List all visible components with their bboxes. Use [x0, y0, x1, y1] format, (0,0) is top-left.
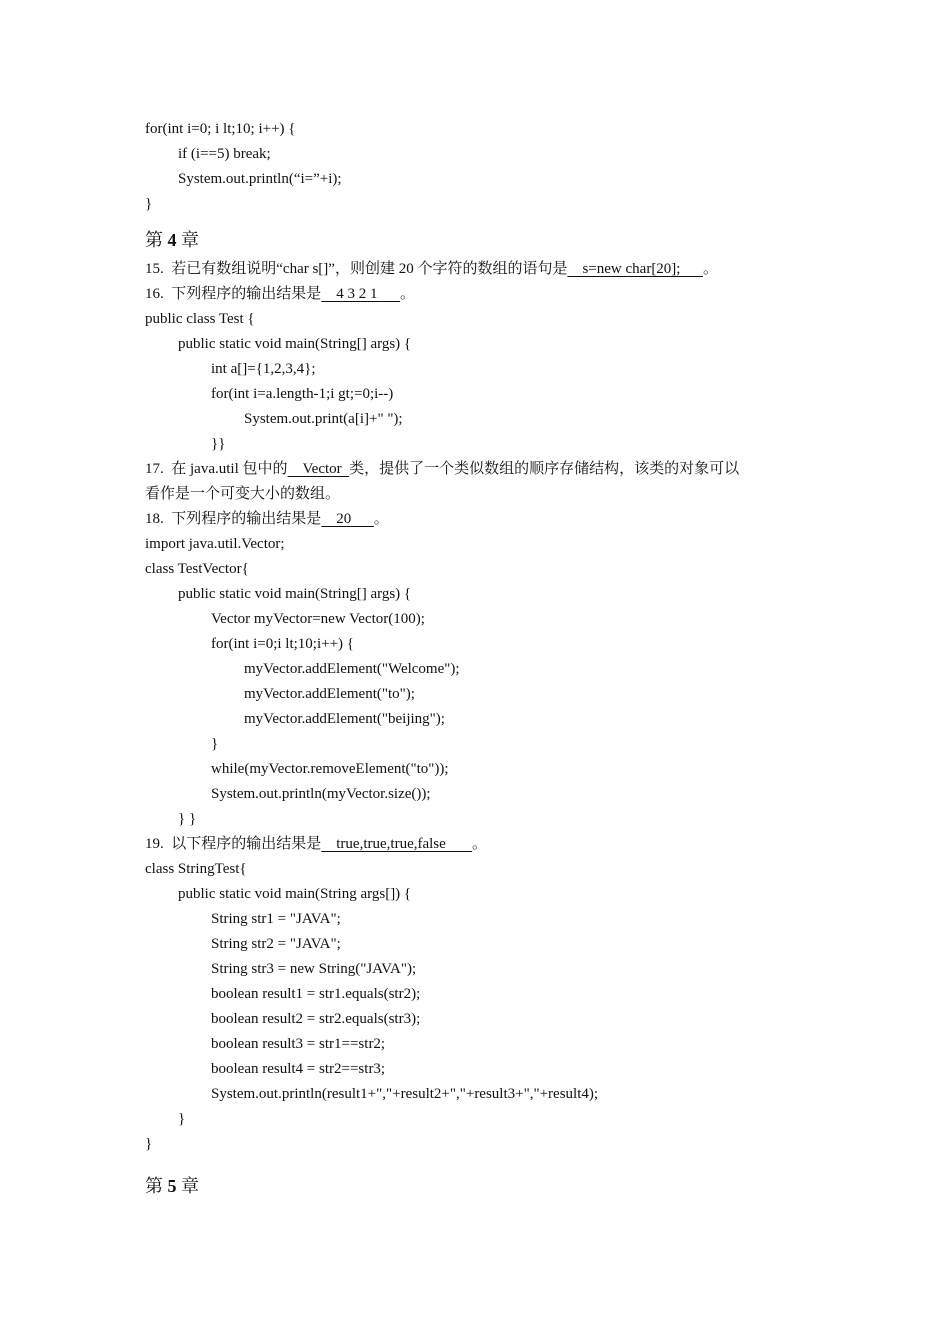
code-line: System.out.println(myVector.size());	[211, 786, 431, 802]
code-line: for(int i=0; i lt;10; i++) {	[145, 121, 296, 137]
code-line: import java.util.Vector;	[145, 536, 285, 552]
code-line: System.out.print(a[i]+" ");	[244, 411, 403, 427]
code-line: }	[178, 1111, 186, 1127]
question-17-continued: 看作是一个可变大小的数组。	[145, 486, 341, 502]
code-line: } }	[178, 811, 197, 827]
chapter-4-heading: 第 4 章	[145, 230, 199, 250]
code-line: String str3 = new String("JAVA");	[211, 961, 417, 977]
code-line: }	[145, 196, 153, 212]
code-line: class TestVector{	[145, 561, 249, 577]
code-line: public static void main(String[] args) {	[178, 586, 412, 602]
code-line: public static void main(String[] args) {	[178, 336, 412, 352]
answer-17: Vector	[287, 461, 350, 477]
answer-18: 20	[321, 511, 374, 527]
code-line: public class Test {	[145, 311, 255, 327]
code-line: class StringTest{	[145, 861, 247, 877]
question-19: 19. 以下程序的输出结果是 true,true,true,false 。	[145, 836, 488, 852]
code-line: System.out.println(result1+","+result2+","+result3+","+result4);	[211, 1086, 599, 1102]
question-17: 17. 在 java.util 包中的 Vector 类，提供了一个类似数组的顺序存储结构，该类的对象可以	[145, 461, 740, 477]
code-line: String str2 = "JAVA";	[211, 936, 341, 952]
code-line: }	[145, 1136, 153, 1152]
code-line: if (i==5) break;	[178, 146, 271, 162]
answer-15: s=new char[20];	[567, 261, 703, 277]
code-line: boolean result1 = str1.equals(str2);	[211, 986, 421, 1002]
answer-16: 4 3 2 1	[321, 286, 401, 302]
code-line: Vector myVector=new Vector(100);	[211, 611, 425, 627]
chapter-5-heading: 第 5 章	[145, 1176, 199, 1196]
code-line: String str1 = "JAVA";	[211, 911, 341, 927]
code-line: for(int i=a.length-1;i gt;=0;i--)	[211, 386, 394, 402]
code-line: myVector.addElement("Welcome");	[244, 661, 460, 677]
code-line: while(myVector.removeElement("to"));	[211, 761, 449, 777]
code-line: public static void main(String args[]) {	[178, 886, 412, 902]
code-line: for(int i=0;i lt;10;i++) {	[211, 636, 354, 652]
question-18: 18. 下列程序的输出结果是 20 。	[145, 511, 389, 527]
question-15: 15. 若已有数组说明“char s[]”，则创建 20 个字符的数组的语句是 s=new char[20]; 。	[145, 261, 718, 277]
code-line: boolean result2 = str2.equals(str3);	[211, 1011, 421, 1027]
code-line: myVector.addElement("beijing");	[244, 711, 445, 727]
question-16: 16. 下列程序的输出结果是 4 3 2 1 。	[145, 286, 416, 302]
code-line: int a[]={1,2,3,4};	[211, 361, 316, 377]
page-content	[145, 117, 825, 1203]
code-line: myVector.addElement("to");	[244, 686, 415, 702]
code-line: }}	[211, 436, 226, 452]
code-line: boolean result3 = str1==str2;	[211, 1036, 386, 1052]
code-line: }	[211, 736, 219, 752]
code-line: System.out.println(“i=”+i);	[178, 171, 342, 187]
code-line: boolean result4 = str2==str3;	[211, 1061, 386, 1077]
answer-19: true,true,true,false	[321, 836, 473, 852]
